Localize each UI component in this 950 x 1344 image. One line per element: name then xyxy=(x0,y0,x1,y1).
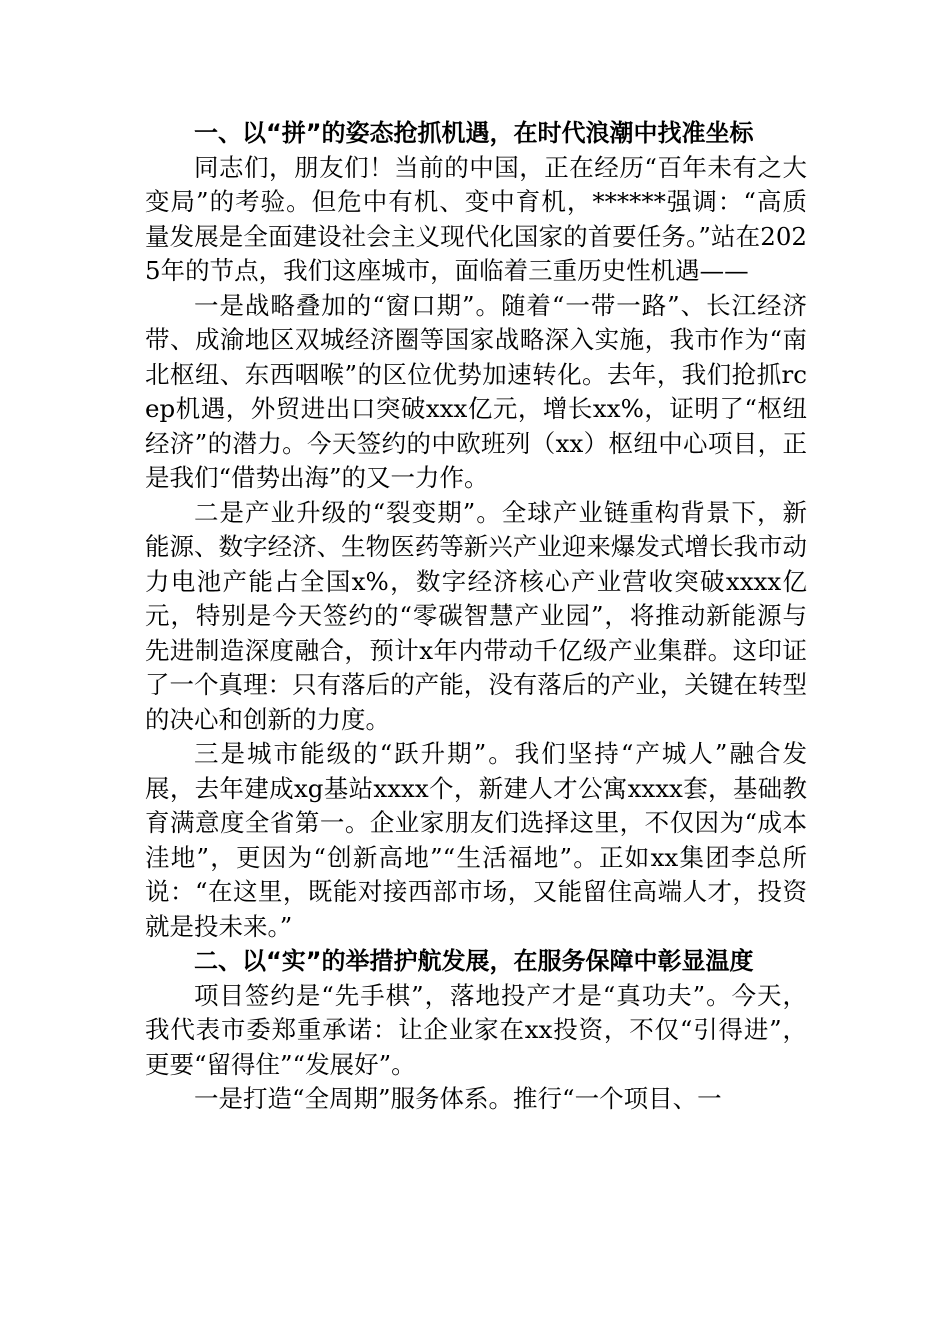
paragraph-opportunity-1: 一是战略叠加的“窗口期”。随着“一带一路”、长江经济带、成渝地区双城经济圈等国家战略深入实施，我市作为“南北枢纽、东西咽喉”的区位优势加速转化。去年，我们抢抓rcep机遇，外贸进出口突破xxx亿元，增长xx%，证明了“枢纽经济”的潜力。今天签约的中欧班列（xx）枢纽中心项目，正是我们“借势出海”的又一力作。 xyxy=(145,290,807,492)
paragraph-measure-1: 一是打造“全周期”服务体系。推行“一个项目、一 xyxy=(194,1084,722,1113)
paragraph-opportunity-3: 三是城市能级的“跃升期”。我们坚持“产城人”融合发展，去年建成xg基站xxxx个，新建人才公寓xxxx套，基础教育满意度全省第一。企业家朋友们选择这里，不仅因为“成本洼地”，更因为“创新高地”“生活福地”。正如xx集团李总所说：“在这里，既能对接西部市场，又能留住高端人才，投资就是投未来。” xyxy=(145,739,807,941)
document-body xyxy=(145,116,807,1117)
paragraph-commitment: 项目签约是“先手棋”，落地投产才是“真功夫”。今天，我代表市委郑重承诺：让企业家在xx投资，不仅“引得进”，更要“留得住”“发展好”。 xyxy=(145,980,807,1079)
section-heading-1: 一、以“拼”的姿态抢抓机遇，在时代浪潮中找准坐标 xyxy=(194,119,754,147)
paragraph-intro: 同志们，朋友们！当前的中国，正在经历“百年未有之大变局”的考验。但危中有机、变中育机，******强调：“高质量发展是全面建设社会主义现代化国家的首要任务。”站在2025年的节点，我们这座城市，面临着三重历史性机遇—— xyxy=(145,152,807,285)
paragraph-opportunity-2: 二是产业升级的“裂变期”。全球产业链重构背景下，新能源、数字经济、生物医药等新兴产业迎来爆发式增长我市动力电池产能占全国x%，数字经济核心产业营收突破xxxx亿元，特别是今天签约的“零碳智慧产业园”，将推动新能源与先进制造深度融合，预计x年内带动千亿级产业集群。这印证了一个真理：只有落后的产能，没有落后的产业，关键在转型的决心和创新的力度。 xyxy=(145,497,807,734)
section-heading-2: 二、以“实”的举措护航发展，在服务保障中彰显温度 xyxy=(194,947,754,975)
